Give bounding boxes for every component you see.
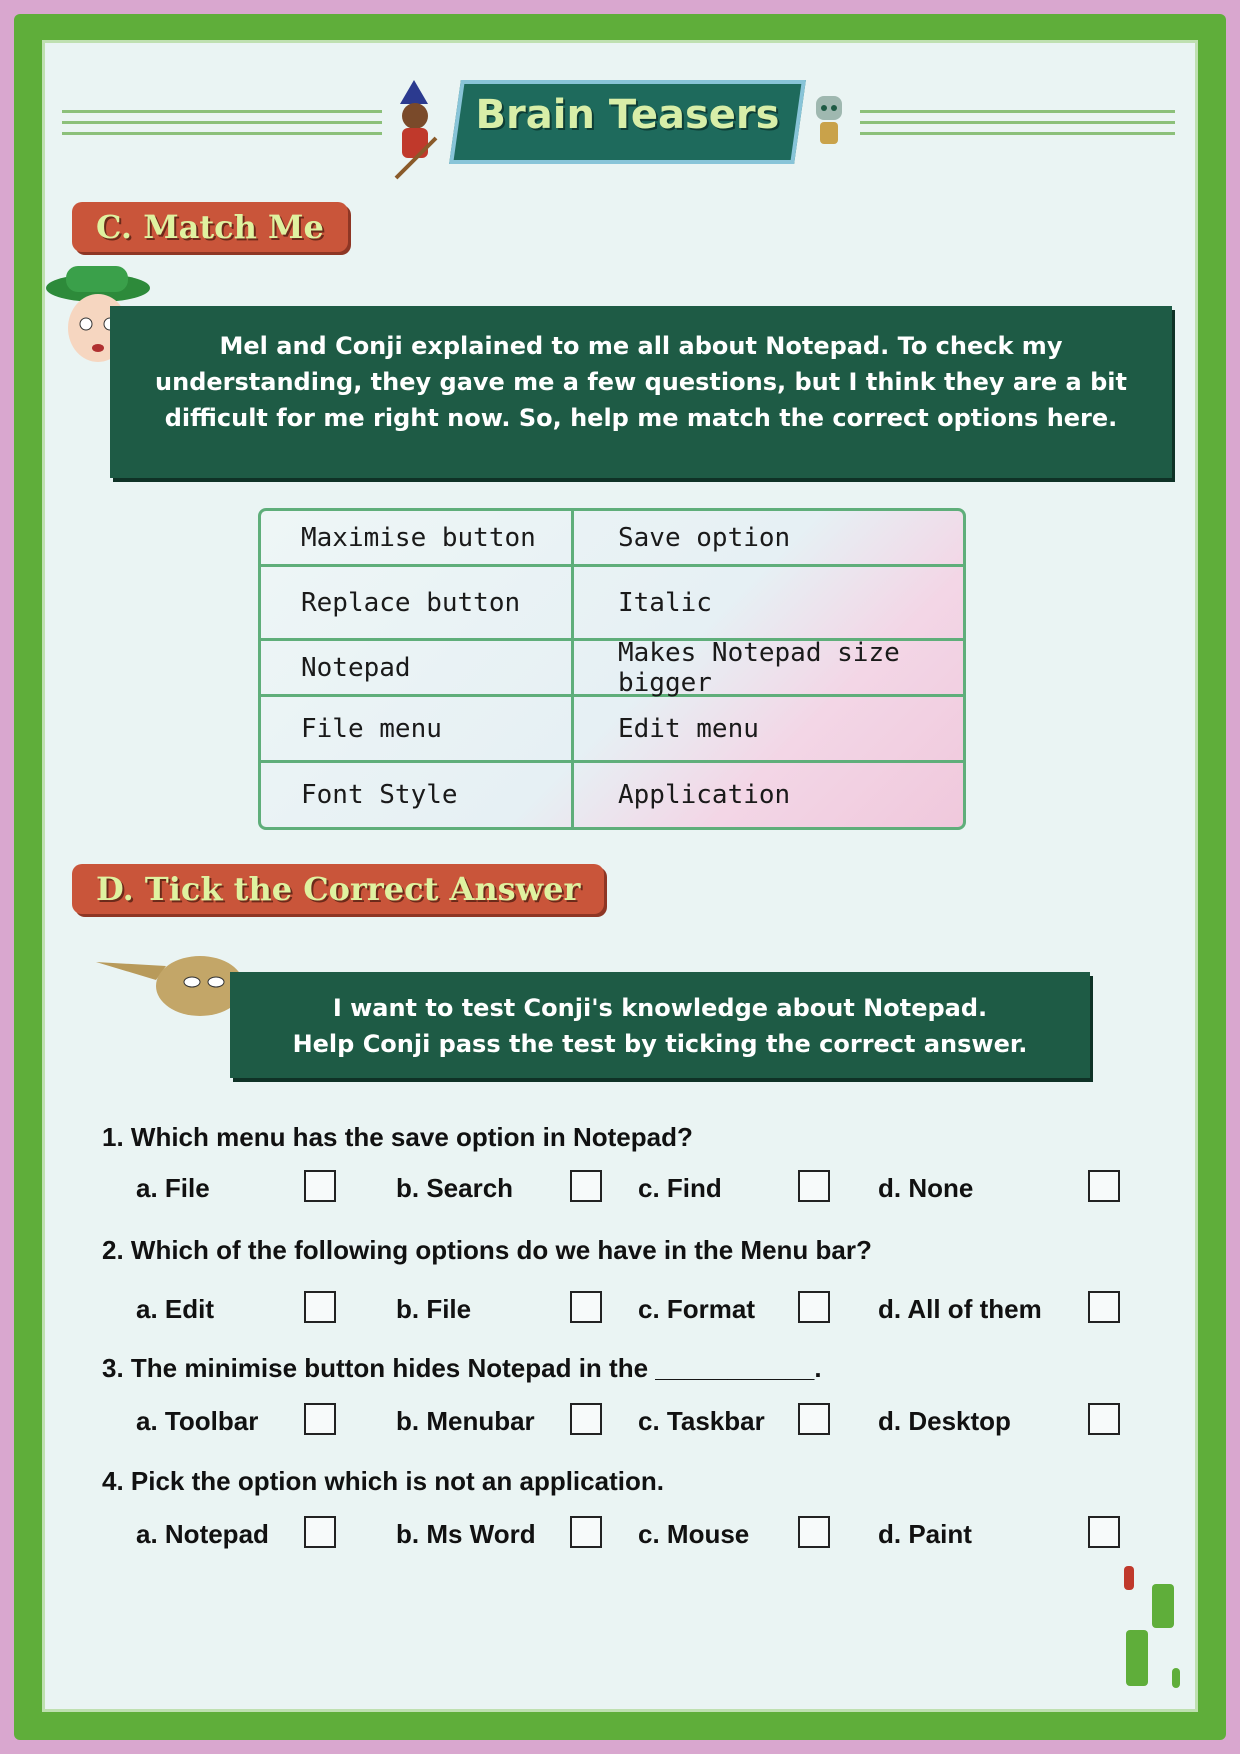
table-row — [261, 763, 963, 827]
paint-stroke-decoration — [1172, 1668, 1180, 1688]
wizard-girl-icon — [388, 78, 444, 182]
tick-checkbox[interactable] — [570, 1516, 602, 1548]
table-cell-left: Notepad — [261, 641, 574, 694]
robot-icon — [806, 92, 852, 154]
paint-stroke-decoration — [1124, 1566, 1134, 1590]
option-label: c. Mouse — [638, 1519, 750, 1549]
speech-line: Help Conji pass the test by ticking the correct answer. — [292, 1030, 1028, 1058]
paint-stroke-decoration — [1152, 1584, 1174, 1628]
table-cell-right: Save option — [618, 522, 791, 553]
table-cell-right: Edit menu — [618, 713, 759, 744]
speech-box-section-d — [230, 972, 1090, 1078]
option-label: d. None — [878, 1173, 974, 1203]
option-label: d. All of them — [878, 1294, 1042, 1324]
option-label: c. Taskbar — [638, 1406, 765, 1436]
option-label: a. Toolbar — [136, 1406, 259, 1436]
table-row — [261, 697, 963, 763]
option-label: b. File — [396, 1294, 472, 1324]
tick-checkbox[interactable] — [570, 1403, 602, 1435]
tick-checkbox[interactable] — [304, 1291, 336, 1323]
option-label: d. Desktop — [878, 1406, 1011, 1436]
tick-checkbox[interactable] — [304, 1516, 336, 1548]
section-d-label: D. Tick the Correct Answer — [72, 864, 604, 914]
table-cell-left: Maximise button — [261, 511, 574, 564]
match-table — [258, 508, 966, 830]
tick-checkbox[interactable] — [798, 1403, 830, 1435]
option-label: a. Notepad — [136, 1519, 269, 1549]
option-label: b. Search — [396, 1173, 514, 1203]
tick-checkbox[interactable] — [570, 1291, 602, 1323]
question-text: 1. Which menu has the save option in Notepad? — [102, 1122, 693, 1152]
paint-stroke-decoration — [1126, 1630, 1148, 1686]
tick-checkbox[interactable] — [304, 1403, 336, 1435]
header-lines-right — [860, 110, 1175, 138]
header-lines-left — [62, 110, 382, 138]
tick-checkbox[interactable] — [304, 1170, 336, 1202]
tick-checkbox[interactable] — [570, 1170, 602, 1202]
tick-checkbox[interactable] — [1088, 1170, 1120, 1202]
table-cell-left: File menu — [261, 697, 574, 760]
question-text: 2. Which of the following options do we have in the Menu bar? — [102, 1235, 872, 1265]
option-label: d. Paint — [878, 1519, 972, 1549]
table-cell-right: Italic — [618, 587, 712, 618]
table-cell-left: Font Style — [261, 763, 574, 827]
question-text: 4. Pick the option which is not an application. — [102, 1466, 664, 1496]
page-title: Brain Teasers — [475, 92, 780, 138]
table-row — [261, 511, 963, 567]
option-label: a. File — [136, 1173, 210, 1203]
table-cell-right: Makes Notepad size bigger — [618, 637, 900, 698]
tick-checkbox[interactable] — [1088, 1403, 1120, 1435]
speech-line: understanding, they gave me a few questions, but I think they are a bit — [155, 368, 1127, 396]
section-c-label: C. Match Me — [72, 202, 348, 252]
option-label: c. Find — [638, 1173, 722, 1203]
option-label: c. Format — [638, 1294, 756, 1324]
tick-checkbox[interactable] — [798, 1291, 830, 1323]
speech-box-section-c — [110, 306, 1172, 478]
table-cell-left: Replace button — [261, 567, 574, 638]
table-row — [261, 567, 963, 641]
question-text: 3. The minimise button hides Notepad in the ___________. — [102, 1353, 822, 1383]
speech-line: I want to test Conji's knowledge about Notepad. — [332, 994, 988, 1022]
option-label: a. Edit — [136, 1294, 215, 1324]
speech-line: difficult for me right now. So, help me match the correct options here. — [164, 404, 1118, 432]
tick-checkbox[interactable] — [1088, 1516, 1120, 1548]
speech-line: Mel and Conji explained to me all about Notepad. To check my — [219, 332, 1063, 360]
tick-checkbox[interactable] — [798, 1170, 830, 1202]
option-label: b. Menubar — [396, 1406, 535, 1436]
table-cell-right: Application — [618, 780, 791, 810]
tick-checkbox[interactable] — [1088, 1291, 1120, 1323]
tick-checkbox[interactable] — [798, 1516, 830, 1548]
option-label: b. Ms Word — [396, 1519, 536, 1549]
table-row — [261, 637, 963, 698]
